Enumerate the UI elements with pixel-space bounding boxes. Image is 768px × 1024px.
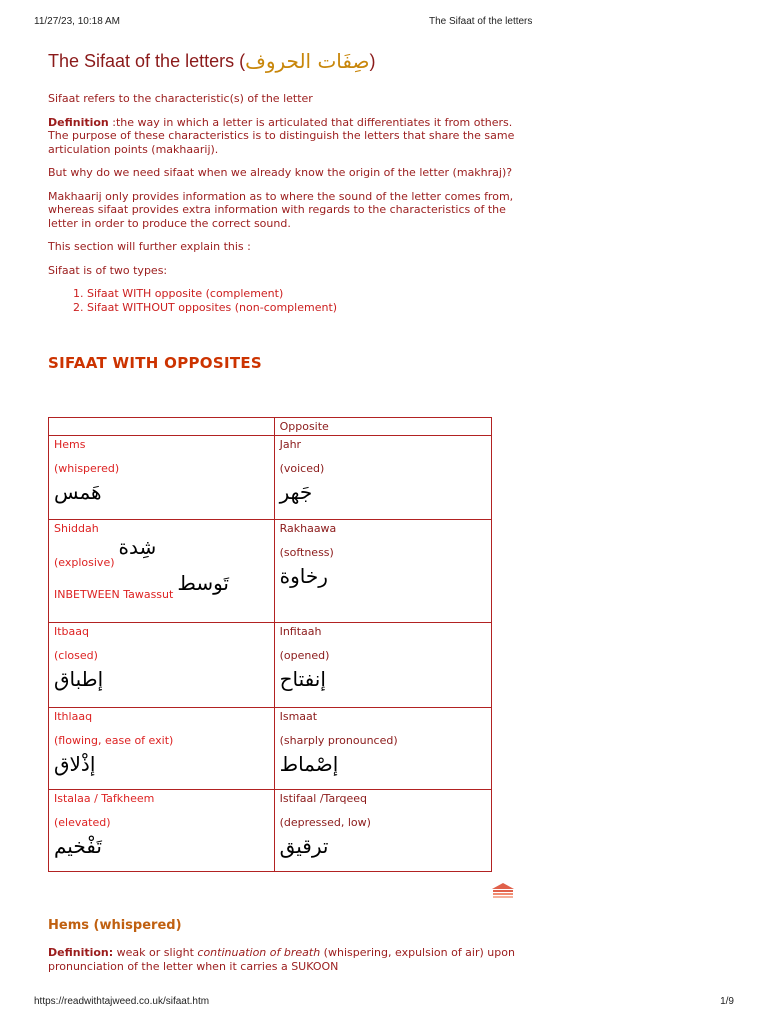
sifa-arabic: تَفْخيم [54,834,102,858]
definition-label: Definition [48,115,109,129]
section-heading: SIFAAT WITH OPPOSITES [48,354,263,372]
table-row [49,790,492,872]
intro-paragraph: Sifaat refers to the characteristic(s) of the letter [48,92,313,105]
sifa-arabic: هَمس [54,480,102,504]
table-cell [274,436,491,520]
sifaat-table [48,417,492,872]
sifa-arabic: إذْلاق [54,752,96,776]
sifa-arabic: إصْماط [279,752,339,776]
sifa-arabic: ترقيق [279,834,329,858]
sifa-name: Itbaaq [54,625,90,638]
hems-definition-label: Definition: [48,946,114,959]
sifa-meaning: (flowing, ease of exit) [54,734,174,747]
print-url[interactable]: https://readwithtajweed.co.uk/sifaat.htm [34,996,210,1007]
sifa-name: Istalaa / Tafkheem [54,792,155,805]
table-cell [49,520,275,623]
table-cell [274,790,491,872]
print-header [34,16,734,30]
sifa-arabic: جَهر [279,480,313,504]
inbetween-label: INBETWEEN Tawassut [54,588,174,601]
table-cell [49,708,275,790]
home-up-icon[interactable] [490,882,516,898]
table-row [49,520,492,623]
table-header-left [49,418,275,436]
sifa-arabic: إطباق [54,667,104,691]
sifa-name: Infitaah [279,625,322,638]
print-footer [34,996,734,1010]
page-title [48,46,518,76]
table-row [49,436,492,520]
sifa-arabic: إنفتاح [279,667,326,691]
sifa-meaning: (opened) [279,649,330,662]
table-row [49,708,492,790]
sifa-name: Shiddah [54,522,99,535]
sifa-arabic: شِدة [118,535,157,559]
sifa-meaning: (softness) [279,546,334,559]
hems-definition-text-after: (whispering, expulsion of air) upon pronunciation of the letter when it carries a SUKOON [48,946,515,973]
table-cell [274,708,491,790]
sifa-name: Hems [54,438,86,451]
table-header-row [49,418,492,436]
types-list [87,287,518,314]
sifa-meaning: (elevated) [54,816,111,829]
sifa-meaning: (voiced) [279,462,325,475]
inbetween-arabic: تَوسط [177,571,229,595]
list-item: 1. Sifaat WITH opposite (complement) [87,287,518,301]
table-cell [49,790,275,872]
table-cell [49,623,275,708]
sifa-meaning: (whispered) [54,462,120,475]
hems-definition-text: weak or slight [113,946,198,959]
title-close: ) [369,50,376,71]
definition-text: :the way in which a letter is articulated that differentiates it from others. The purpose of these characteristics is to distinguish the letters that share the same articulation points (makhaarij). [48,115,515,156]
sifa-name: Istifaal /Tarqeeq [279,792,368,805]
article-content [48,46,518,372]
table-cell [49,436,275,520]
hems-definition-italic: continuation of breath [197,946,321,959]
sifa-arabic: رخاوة [279,564,328,588]
title-arabic: صِفَات الحروف [245,49,370,73]
sifa-meaning: (sharply pronounced) [279,734,398,747]
sifa-meaning: (closed) [54,649,98,662]
sifa-name: Ithlaaq [54,710,93,723]
hems-heading: Hems (whispered) [48,918,182,933]
sifa-meaning: (explosive) [54,556,115,569]
answer-paragraph: Makhaarij only provides information as to where the sound of the letter comes from, whereas sifaat provides extra information with regards to the characteristics of the letter in order to produce the correct sound. [48,189,514,230]
print-page-number: 1/9 [720,996,734,1007]
table-header-opposite: Opposite [274,418,491,436]
sifa-name: Ismaat [279,710,318,723]
list-item: 2. Sifaat WITHOUT opposites (non-complement) [87,301,518,315]
sifa-name: Jahr [279,438,302,451]
print-datetime: 11/27/23, 10:18 AM [34,16,120,27]
hems-definition [48,946,528,973]
definition-paragraph [48,116,518,157]
table-cell [274,623,491,708]
question-paragraph: But why do we need sifaat when we already know the origin of the letter (makhraj)? [48,166,513,179]
sifa-meaning: (depressed, low) [279,816,371,829]
title-text: The Sifaat of the letters ( [48,50,246,71]
types-intro: Sifaat is of two types: [48,263,168,277]
home-up-icon-graphic [490,882,516,898]
table-row [49,623,492,708]
explain-paragraph: This section will further explain this : [48,240,251,253]
table-cell [274,520,491,623]
sifa-name: Rakhaawa [279,522,337,535]
print-page-title: The Sifaat of the letters [429,16,533,27]
